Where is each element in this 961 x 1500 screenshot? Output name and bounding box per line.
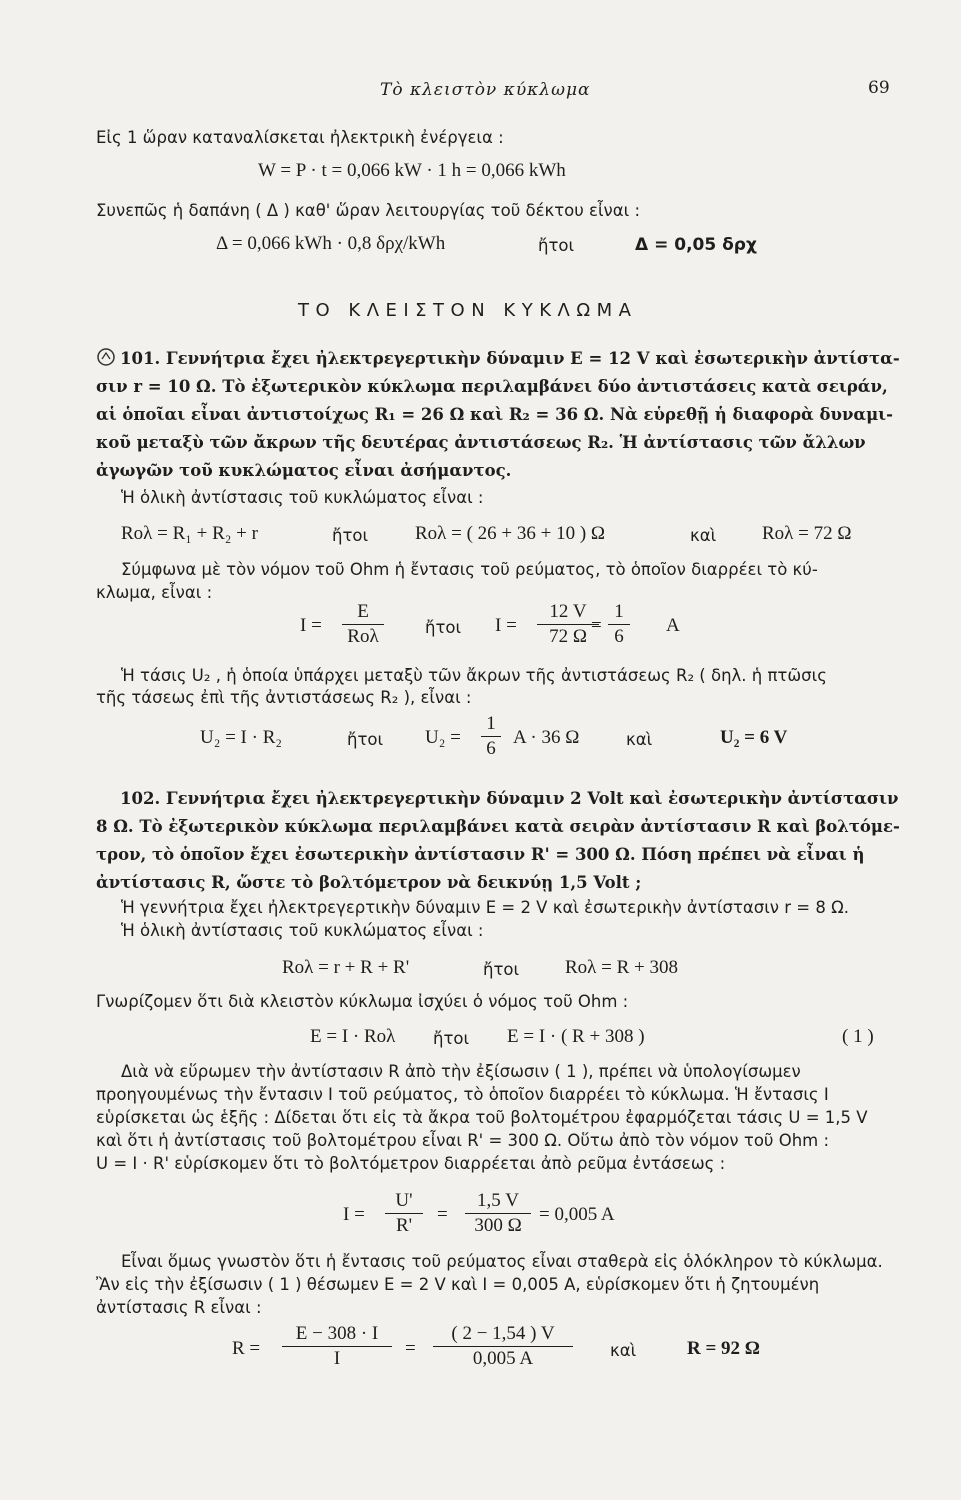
ex101-htoi-3: ἤτοι	[347, 730, 384, 749]
ex101-u-line-2: τῆς τάσεως ἐπὶ τῆς ἀντιστάσεως R₂ ), εἶναι :	[96, 688, 472, 707]
energy-intro: Εἰς 1 ὥραν καταναλίσκεται ἠλεκτρικὴ ἐνέργεια :	[96, 128, 504, 147]
ex102-htoi-2: ἤτοι	[433, 1029, 470, 1048]
ex101-i-num-2: 12 V	[537, 601, 599, 625]
ex102-i-lhs: I =	[343, 1204, 365, 1225]
ex102-total-eq-1: Rολ = r + R + R'	[282, 957, 410, 978]
ex102-ohm-intro: Γνωρίζομεν ὅτι διὰ κλειστὸν κύκλωμα ἰσχύει ὁ νόμος τοῦ Ohm :	[96, 992, 629, 1011]
ex102-gen-line: Ἡ γεννήτρια ἔχει ἠλεκτρεγερτικὴν δύναμιν E = 2 V καὶ ἐσωτερικὴν ἀντίστασιν r = 8 Ω.	[121, 898, 849, 917]
ex101-u-eq-1: U₂ = I · R₂	[200, 727, 283, 748]
ex101-eq-sign: =	[591, 615, 602, 636]
ex102-r-num: E − 308 · I	[282, 1323, 392, 1347]
ex102-para2-line-1: Εἶναι ὅμως γνωστὸν ὅτι ἡ ἔντασις τοῦ ρεύματος εἶναι σταθερὰ εἰς ὁλόκληρον τὸ κύκλωμα.	[121, 1252, 883, 1271]
ex102-i-num: U'	[385, 1190, 423, 1214]
stamp-mark-icon	[96, 347, 116, 367]
ex101-htoi-2: ἤτοι	[425, 618, 462, 637]
ex101-i-fraction	[342, 601, 384, 648]
ex102-total-intro: Ἡ ὁλικὴ ἀντίστασις τοῦ κυκλώματος εἶναι :	[121, 921, 484, 940]
ex102-eq-sign: =	[437, 1204, 448, 1225]
section-title: ΤΟ ΚΛΕΙΣΤΟΝ ΚΥΚΛΩΜΑ	[298, 300, 638, 321]
energy-equation: W = P · t = 0,066 kW · 1 h = 0,066 kWh	[258, 160, 566, 181]
ex102-r-den-2: 0,005 A	[472, 1348, 534, 1369]
ex102-kai: καὶ	[610, 1341, 637, 1360]
ex101-line-5: ἀγωγῶν τοῦ κυκλώματος εἶναι ἀσήμαντος.	[96, 461, 512, 480]
ex101-line-1: 101. Γεννήτρια ἔχει ἠλεκτρεγερτικὴν δύναμιν E = 12 V καὶ ἐσωτερικὴν ἀντίστα-	[120, 349, 900, 368]
ex101-i-num-3: 1	[608, 601, 630, 625]
ex102-r-fraction	[282, 1323, 392, 1370]
ex101-htoi-1: ἤτοι	[332, 526, 369, 545]
ex102-para2-line-2: Ἂν εἰς τὴν ἐξίσωσιν ( 1 ) θέσωμεν E = 2 V καὶ I = 0,005 A, εὑρίσκομεν ὅτι ἡ ζητουμένη	[96, 1275, 820, 1294]
ex102-para1-line-5: U = I · R' εὑρίσκομεν ὅτι τὸ βολτόμετρον διαρρέεται ἀπὸ ρεῦμα ἐντάσεως :	[96, 1154, 726, 1173]
ex102-ohm-eq-1: E = I · Rολ	[310, 1026, 396, 1047]
ex101-total-eq-3: Rολ = 72 Ω	[762, 523, 852, 544]
ex101-kai-2: καὶ	[626, 730, 653, 749]
ex101-line-4: κοῦ μεταξὺ τῶν ἄκρων τῆς δευτέρας ἀντιστάσεως R₂. Ἡ ἀντίστασις τῶν ἄλλων	[96, 433, 866, 452]
ex101-u-den: 6	[486, 738, 496, 759]
ex101-i-fraction-2	[537, 601, 599, 648]
ex102-line-1: 102. Γεννήτρια ἔχει ἠλεκτρεγερτικὴν δύναμιν 2 Volt καὶ ἐσωτερικὴν ἀντίστασιν	[120, 789, 899, 808]
ex102-i-num-2: 1,5 V	[465, 1190, 531, 1214]
ex102-para2-line-3: ἀντίστασις R εἶναι :	[96, 1298, 262, 1317]
ex101-i-num: E	[342, 601, 384, 625]
cost-htoi: ἤτοι	[538, 236, 575, 255]
ex102-i-fraction-2	[465, 1190, 531, 1237]
cost-result: Δ = 0,05 δρχ	[635, 235, 757, 255]
ex102-line-3: τρον, τὸ ὁποῖον ἔχει ἐσωτερικὴν ἀντίστασιν R' = 300 Ω. Πόση πρέπει νὰ εἶναι ἡ	[96, 845, 865, 864]
running-title: Τὸ κλειστὸν κύκλωμα	[380, 80, 591, 100]
ex102-r-den: I	[333, 1348, 341, 1369]
ex102-i-fraction	[385, 1190, 423, 1237]
ex102-para1-line-1: Διὰ νὰ εὕρωμεν τὴν ἀντίστασιν R ἀπὸ τὴν ἐξίσωσιν ( 1 ), πρέπει νὰ ὑπολογίσωμεν	[121, 1062, 801, 1081]
ex102-para1-line-4: καὶ ὅτι ἡ ἀντίστασις τοῦ βολτομέτρου εἶναι R' = 300 Ω. Οὕτω ἀπὸ τὸν νόμον τοῦ Ohm :	[96, 1131, 830, 1150]
ex101-total-eq-1: Rολ = R₁ + R₂ + r	[121, 523, 258, 544]
ex101-u-num: 1	[481, 713, 501, 737]
ex101-total-intro: Ἡ ὁλικὴ ἀντίστασις τοῦ κυκλώματος εἶναι :	[121, 488, 484, 507]
cost-equation: Δ = 0,066 kWh · 0,8 δρχ/kWh	[216, 233, 446, 254]
ex101-unit-a: A	[666, 615, 680, 636]
ex101-u-lhs-2: U₂ =	[425, 727, 461, 748]
ex101-u-fraction	[481, 713, 501, 760]
ex102-i-result: = 0,005 A	[539, 1204, 615, 1225]
ex102-ohm-eq-2: E = I · ( R + 308 )	[507, 1026, 645, 1047]
ex102-equation-label: ( 1 )	[842, 1026, 874, 1047]
ex101-i-fraction-3	[608, 601, 630, 648]
ex102-r-lhs: R =	[232, 1338, 261, 1359]
ex102-line-4: ἀντίστασις R, ὥστε τὸ βολτόμετρον νὰ δεικνύῃ 1,5 Volt ;	[96, 873, 642, 892]
ex101-i-den-2: 72 Ω	[549, 626, 587, 647]
ex102-i-den-2: 300 Ω	[474, 1215, 522, 1236]
page-number: 69	[868, 78, 890, 98]
ex102-r-num-2: ( 2 − 1,54 ) V	[433, 1323, 573, 1347]
ex102-eq-sign-2: =	[405, 1338, 416, 1359]
ex102-line-2: 8 Ω. Τὸ ἐξωτερικὸν κύκλωμα περιλαμβάνει κατὰ σειρὰν ἀντίστασιν R καὶ βολτόμε-	[96, 817, 900, 836]
ex101-u-result: U₂ = 6 V	[720, 727, 788, 748]
ex101-i-den-3: 6	[614, 626, 624, 647]
ex101-ohm-line-1: Σύμφωνα μὲ τὸν νόμον τοῦ Ohm ἡ ἔντασις τοῦ ρεύματος, τὸ ὁποῖον διαρρέει τὸ κύ-	[121, 560, 818, 579]
ex102-htoi-1: ἤτοι	[483, 960, 520, 979]
ex102-total-eq-2: Rολ = R + 308	[565, 957, 678, 978]
cost-intro: Συνεπῶς ἡ δαπάνη ( Δ ) καθ' ὥραν λειτουργίας τοῦ δέκτου εἶναι :	[96, 201, 641, 220]
ex101-u-rest: A · 36 Ω	[513, 727, 580, 748]
ex102-para1-line-2: προηγουμένως τὴν ἔντασιν I τοῦ ρεύματος, τὸ ὁποῖον διαρρέει τὸ κύκλωμα. Ἡ ἔντασις I	[96, 1085, 829, 1104]
ex102-i-den: R'	[395, 1215, 413, 1236]
ex101-line-3: αἱ ὁποῖαι εἶναι ἀντιστοίχως R₁ = 26 Ω καὶ R₂ = 36 Ω. Νὰ εὑρεθῇ ἡ διαφορὰ δυναμι-	[96, 405, 894, 424]
ex101-kai-1: καὶ	[690, 526, 717, 545]
ex102-r-fraction-2	[433, 1323, 573, 1370]
ex102-r-result: R = 92 Ω	[687, 1338, 761, 1359]
ex101-total-eq-2: Rολ = ( 26 + 36 + 10 ) Ω	[415, 523, 606, 544]
ex101-u-line-1: Ἡ τάσις U₂ , ἡ ὁποία ὑπάρχει μεταξὺ τῶν ἄκρων τῆς ἀντιστάσεως R₂ ( δηλ. ἡ πτῶσις	[121, 666, 827, 685]
ex101-i-lhs: I =	[300, 615, 322, 636]
ex101-line-2: σιν r = 10 Ω. Τὸ ἐξωτερικὸν κύκλωμα περιλαμβάνει δύο ἀντιστάσεις κατὰ σειράν,	[96, 377, 888, 396]
ex101-i-den: Rολ	[347, 626, 379, 647]
ex102-para1-line-3: εὑρίσκεται ὡς ἑξῆς : Δίδεται ὅτι εἰς τὰ ἄκρα τοῦ βολτομέτρου ἐφαρμόζεται τάσις U = 1,5 V	[96, 1108, 868, 1127]
ex101-ohm-line-2: κλωμα, εἶναι :	[96, 583, 213, 602]
ex101-i-lhs-2: I =	[495, 615, 517, 636]
